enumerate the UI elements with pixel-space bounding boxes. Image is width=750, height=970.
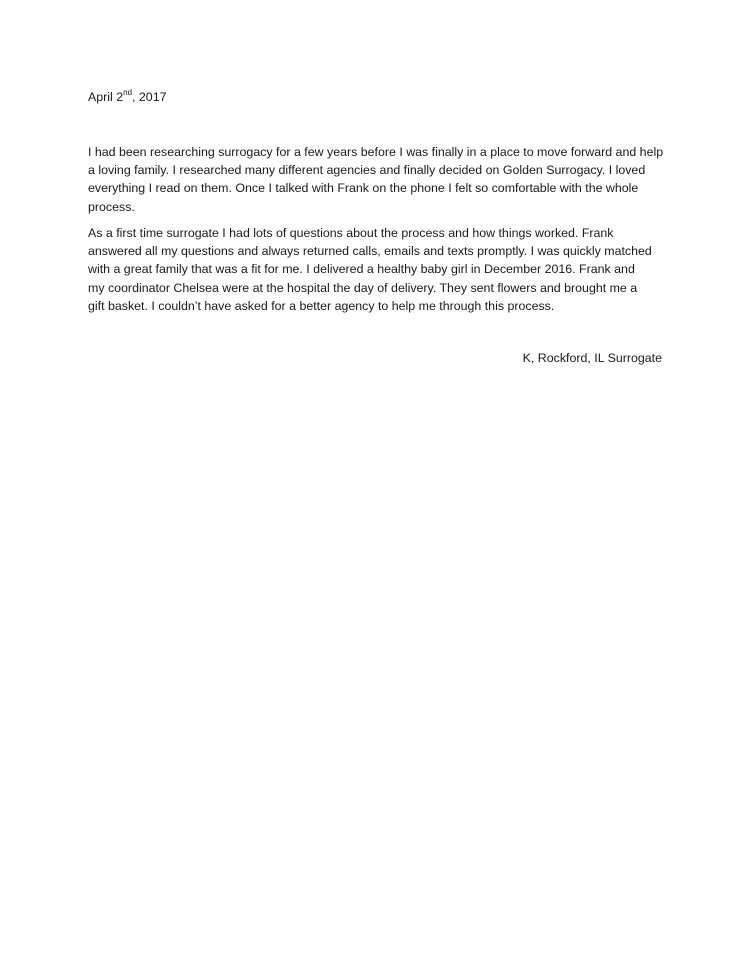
paragraph-experience [88,224,666,315]
paragraph-line: everything I read on them. Once I talked with Frank on the phone I felt so comfortable with the whole [88,181,639,196]
date-ordinal-suffix: nd [123,87,133,97]
paragraph-line: I had been researching surrogacy for a few years before I was finally in a place to move forward and help [88,145,664,159]
paragraph-line: my coordinator Chelsea were at the hospital the day of delivery. They sent flowers and brought me a [88,280,638,295]
paragraph-line: As a first time surrogate I had lots of questions about the process and how things worked. Frank [88,226,614,240]
paragraph-line: answered all my questions and always returned calls, emails and texts promptly. I was quickly matched [88,244,652,259]
letter-date [88,88,166,106]
paragraph-line: process. [88,199,135,214]
paragraph-line: a loving family. I researched many different agencies and finally decided on Golden Surrogacy. I loved [88,163,646,178]
letter-signature: K, Rockford, IL Surrogate [522,351,662,365]
date-year: , 2017 [132,90,167,104]
date-month-day: April 2 [88,90,124,104]
paragraph-line: with a great family that was a fit for me. I delivered a healthy baby girl in December 2016. Frank and [88,262,635,277]
paragraph-research [88,143,666,216]
paragraph-line: gift basket. I couldn’t have asked for a better agency to help me through this process. [88,298,555,313]
